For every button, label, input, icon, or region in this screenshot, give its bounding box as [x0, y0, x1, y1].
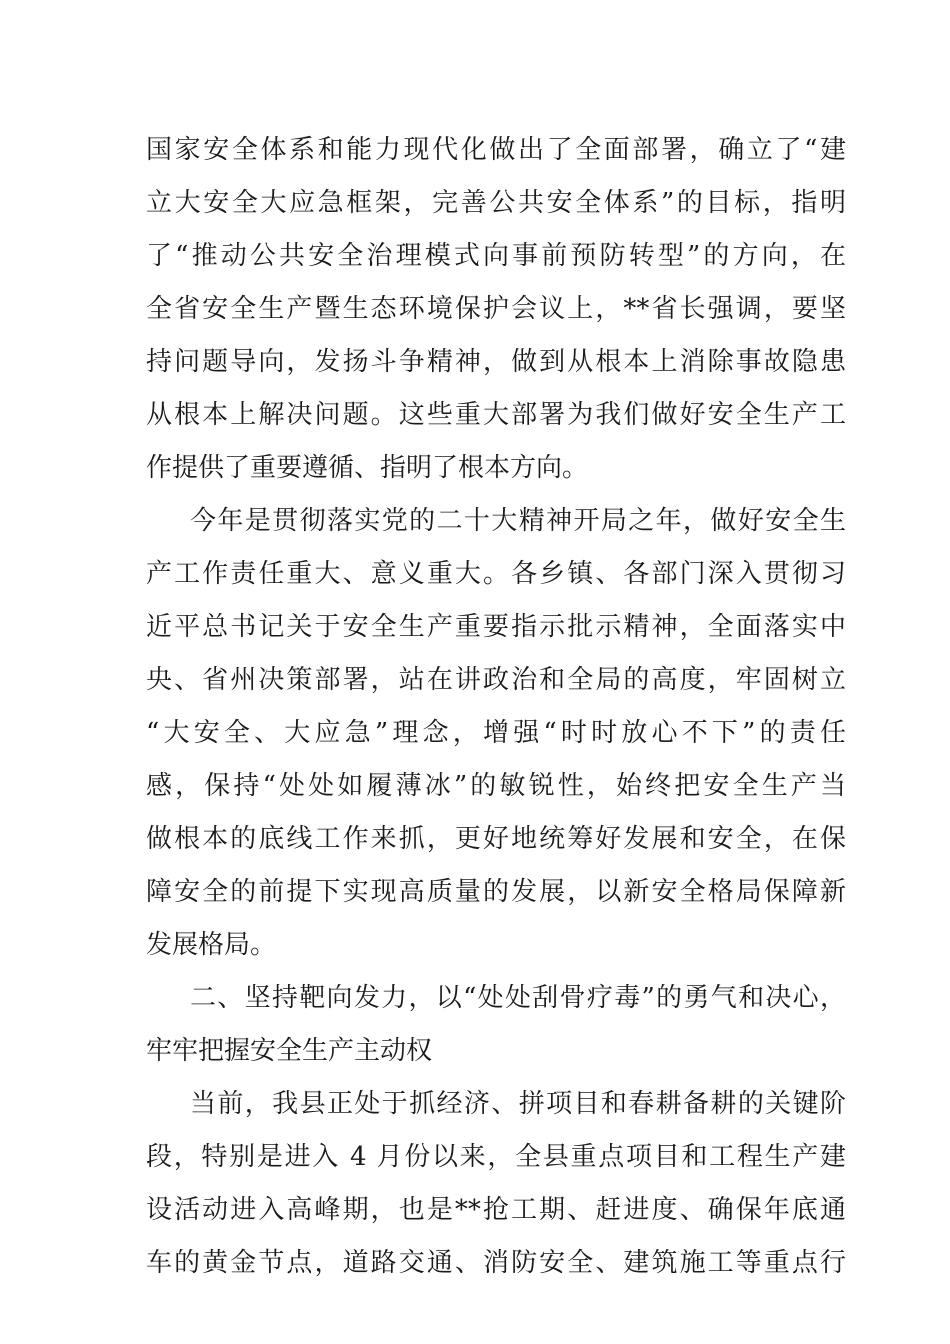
text-line: 央、省州决策部署，站在讲政治和全局的高度，牢固树立 — [146, 665, 846, 695]
text-line: “大安全、大应急”理念，增强“时时放心不下”的责任 — [146, 718, 846, 748]
text-line: 从根本上解决问题。这些重大部署为我们做好安全生产工 — [146, 400, 846, 430]
paragraph-start-line: 当前，我县正处于抓经济、拼项目和春耕备耕的关键阶 — [190, 1089, 846, 1119]
text-line: 立大安全大应急框架，完善公共安全体系”的目标，指明 — [146, 188, 846, 218]
text-line: 国家安全体系和能力现代化做出了全面部署，确立了“建 — [146, 135, 846, 165]
text-line: 了“推动公共安全治理模式向事前预防转型”的方向，在 — [146, 241, 846, 271]
text-line: 近平总书记关于安全生产重要指示批示精神，全面落实中 — [146, 612, 846, 642]
text-line: 障安全的前提下实现高质量的发展，以新安全格局保障新 — [146, 877, 846, 907]
text-line: 全省安全生产暨生态环境保护会议上，**省长强调，要坚 — [146, 294, 846, 324]
text-line: 做根本的底线工作来抓，更好地统筹好发展和安全，在保 — [146, 824, 846, 854]
body-text — [146, 124, 846, 1290]
text-line: 感，保持“处处如履薄冰”的敏锐性，始终把安全生产当 — [146, 771, 846, 801]
text-line: 段，特别是进入 4 月份以来，全县重点项目和工程生产建 — [146, 1142, 846, 1172]
text-line: 设活动进入高峰期，也是**抢工期、赶进度、确保年底通 — [146, 1195, 846, 1225]
section-heading-line: 牢牢把握安全生产主动权 — [146, 1036, 433, 1066]
text-line: 发展格局。 — [146, 930, 277, 960]
text-line: 持问题导向，发扬斗争精神，做到从根本上消除事故隐患 — [146, 347, 846, 377]
text-line: 车的黄金节点，道路交通、消防安全、建筑施工等重点行 — [146, 1248, 846, 1278]
section-heading-line: 二、坚持靶向发力，以“处处刮骨疗毒”的勇气和决心， — [190, 983, 846, 1013]
paragraph-start-line: 今年是贯彻落实党的二十大精神开局之年，做好安全生 — [190, 506, 846, 536]
text-line: 作提供了重要遵循、指明了根本方向。 — [146, 453, 589, 483]
text-line: 产工作责任重大、意义重大。各乡镇、各部门深入贯彻习 — [146, 559, 846, 589]
